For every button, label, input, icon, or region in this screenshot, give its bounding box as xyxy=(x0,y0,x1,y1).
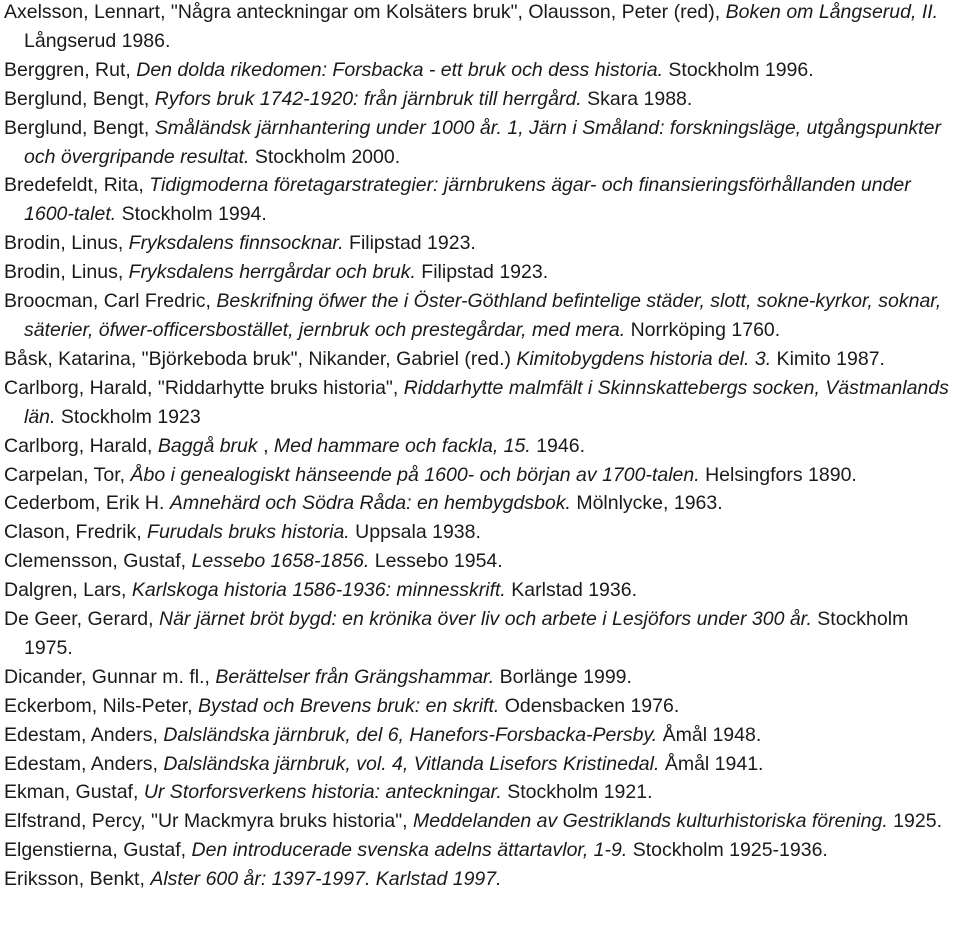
entry-text: Åmål 1948. xyxy=(657,723,762,746)
entry-title-text: Lessebo 1658-1856. xyxy=(191,550,370,573)
bibliography-entry xyxy=(4,692,959,721)
entry-text: Brodin, Linus, xyxy=(4,261,129,284)
entry-text: Borlänge 1999. xyxy=(494,665,632,688)
bibliography-entry xyxy=(4,114,959,172)
entry-text: Dalgren, Lars, xyxy=(4,579,132,602)
entry-text: Axelsson, Lennart, "Några anteckningar om Kolsäters bruk", Olausson, Peter (red), xyxy=(4,1,726,23)
bibliography-entry xyxy=(4,778,959,807)
entry-title-text: Boken om Långserud, II. xyxy=(725,1,939,23)
entry-text: Eriksson, Benkt, xyxy=(4,868,151,891)
entry-text: Berglund, Bengt, xyxy=(4,87,155,110)
entry-title-text: Beskrifning öfwer the i Öster-Göthland befintelige städer, slott, sokne-kyrkor, soknar, säterier, öfwer-officersbostället, jernbruk och prestegårdar, med mera. xyxy=(24,290,942,341)
entry-text: Mölnlycke, 1963. xyxy=(570,492,723,515)
bibliography-entry xyxy=(4,721,959,750)
entry-text: Filipstad 1923. xyxy=(343,232,476,255)
entry-text: Långserud 1986. xyxy=(24,29,171,52)
bibliography-entry xyxy=(4,807,959,836)
bibliography-entry xyxy=(4,547,959,576)
bibliography-list xyxy=(4,0,959,894)
entry-text: Odensbacken 1976. xyxy=(499,694,680,717)
entry-text: Båsk, Katarina, "Björkeboda bruk", Nikander, Gabriel (red.) xyxy=(4,347,517,370)
bibliography-entry xyxy=(4,287,959,345)
entry-title-text: Fryksdalens herrgårdar och bruk. xyxy=(128,261,416,284)
bibliography-entry xyxy=(4,56,959,85)
entry-title-text: Den dolda rikedomen: Forsbacka - ett bruk och dess historia. xyxy=(136,58,663,81)
entry-text: Skara 1988. xyxy=(581,87,693,110)
bibliography-entry xyxy=(4,576,959,605)
entry-text: Eckerbom, Nils-Peter, xyxy=(4,694,198,717)
entry-text: Stockholm 2000. xyxy=(249,145,401,168)
entry-title-text: Berättelser från Grängshammar. xyxy=(215,665,495,688)
entry-title-text: Alster 600 år: 1397-1997. Karlstad 1997. xyxy=(150,868,502,891)
entry-text: Cederbom, Erik H. xyxy=(4,492,170,515)
entry-text: Dicander, Gunnar m. fl., xyxy=(4,665,216,688)
entry-text: Bredefeldt, Rita, xyxy=(4,174,150,197)
entry-title-text: Riddarhytte malmfält i Skinnskattebergs socken, Västmanlands län. xyxy=(24,376,949,428)
entry-title-text: Furudals bruks historia. xyxy=(147,521,350,544)
entry-text: Uppsala 1938. xyxy=(349,521,481,544)
entry-text: De Geer, Gerard, xyxy=(4,608,159,631)
entry-text: Lessebo 1954. xyxy=(369,550,503,573)
entry-text: Berglund, Bengt, xyxy=(4,116,155,139)
entry-text: Carpelan, Tor, xyxy=(4,463,131,486)
bibliography-entry xyxy=(4,432,959,461)
entry-text: Elfstrand, Percy, "Ur Mackmyra bruks historia", xyxy=(4,810,413,833)
entry-title-text: Dalsländska järnbruk, del 6, Hanefors-Forsbacka-Persby. xyxy=(163,723,658,746)
entry-text: Stockholm 1925-1936. xyxy=(627,839,828,862)
entry-text: 1925. xyxy=(887,810,942,833)
entry-title-text: Meddelanden av Gestriklands kulturhistoriska förening. xyxy=(413,810,888,833)
entry-text: Brodin, Linus, xyxy=(4,232,129,255)
entry-text: Helsingfors 1890. xyxy=(699,463,857,486)
entry-text: Stockholm 1994. xyxy=(116,203,267,226)
entry-text: Stockholm 1975. xyxy=(24,608,909,659)
entry-text: Ekman, Gustaf, xyxy=(4,781,144,804)
entry-text: Broocman, Carl Fredric, xyxy=(4,290,217,313)
entry-text: Clemensson, Gustaf, xyxy=(4,550,192,573)
entry-title-text: Bystad och Brevens bruk: en skrift. xyxy=(197,694,500,717)
entry-text: , xyxy=(263,434,274,457)
entry-text: Stockholm 1921. xyxy=(501,781,653,804)
bibliography-entry xyxy=(4,171,959,229)
entry-title-text: Baggå bruk xyxy=(157,434,264,457)
entry-text: Stockholm 1923 xyxy=(55,405,201,428)
entry-text: 1946. xyxy=(530,434,585,457)
entry-text: Berggren, Rut, xyxy=(4,58,137,81)
entry-text: Karlstad 1936. xyxy=(505,579,638,602)
entry-text: Edestam, Anders, xyxy=(4,752,164,775)
bibliography-entry xyxy=(4,374,959,432)
bibliography-entry xyxy=(4,518,959,547)
bibliography-entry xyxy=(4,229,959,258)
entry-text: Carlborg, Harald, "Riddarhytte bruks historia", xyxy=(4,376,404,399)
entry-title-text: Tidigmoderna företagarstrategier: järnbrukens ägar- och finansieringsförhållanden under 1600-talet. xyxy=(24,174,911,226)
bibliography-entry xyxy=(4,0,959,56)
entry-title-text: Med hammare och fackla, 15. xyxy=(273,434,531,457)
entry-title-text: Den introducerade svenska adelns ättartavlor, 1-9. xyxy=(191,839,628,862)
bibliography-entry xyxy=(4,605,959,663)
bibliography-entry xyxy=(4,750,959,779)
bibliography-entry xyxy=(4,865,959,894)
entry-title-text: Kimitobygdens historia del. 3. xyxy=(516,347,772,370)
entry-text: Carlborg, Harald, xyxy=(4,434,158,457)
entry-text: Edestam, Anders, xyxy=(4,723,164,746)
entry-title-text: Ryfors bruk 1742-1920: från järnbruk till herrgård. xyxy=(154,87,582,110)
entry-title-text: När järnet bröt bygd: en krönika över liv och arbete i Lesjöfors under 300 år. xyxy=(158,608,812,631)
bibliography-entry xyxy=(4,663,959,692)
bibliography-entry xyxy=(4,85,959,114)
entry-title-text: Åbo i genealogiskt hänseende på 1600- och början av 1700-talen. xyxy=(130,463,700,486)
entry-title-text: Ur Storforsverkens historia: anteckningar. xyxy=(143,781,502,804)
entry-text: Kimito 1987. xyxy=(771,347,885,370)
bibliography-entry xyxy=(4,461,959,490)
entry-text: Stockholm 1996. xyxy=(663,58,814,81)
bibliography-entry xyxy=(4,345,959,374)
entry-title-text: Dalsländska järnbruk, vol. 4, Vitlanda Lisefors Kristinedal. xyxy=(163,752,660,775)
entry-text: Åmål 1941. xyxy=(659,752,764,775)
entry-text: Norrköping 1760. xyxy=(625,318,781,341)
entry-title-text: Fryksdalens finnsocknar. xyxy=(128,232,344,255)
bibliography-entry xyxy=(4,836,959,865)
entry-text: Clason, Fredrik, xyxy=(4,521,148,544)
entry-title-text: Småländsk järnhantering under 1000 år. 1, Järn i Småland: forskningsläge, utgångspunkter och övergripande resultat. xyxy=(24,116,941,168)
entry-title-text: Amnehärd och Södra Råda: en hembygdsbok. xyxy=(169,492,571,515)
entry-title-text: Karlskoga historia 1586-1936: minnesskrift. xyxy=(131,579,506,602)
entry-text: Elgenstierna, Gustaf, xyxy=(4,839,192,862)
bibliography-entry xyxy=(4,258,959,287)
entry-text: Filipstad 1923. xyxy=(415,261,549,284)
bibliography-entry xyxy=(4,489,959,518)
